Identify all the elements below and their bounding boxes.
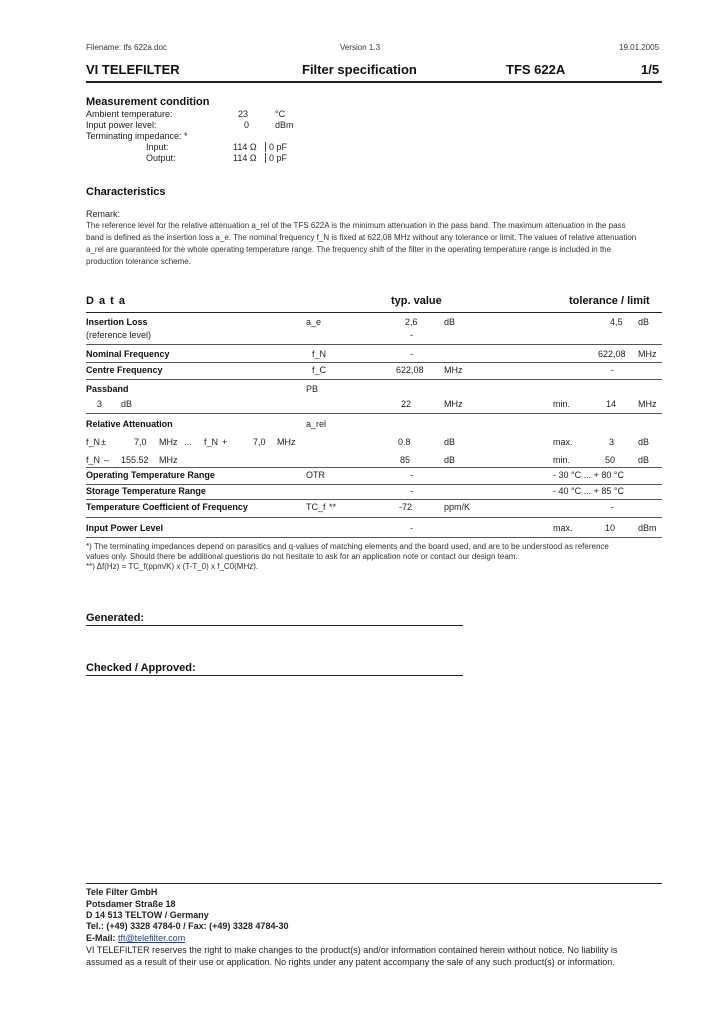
- row-sub-value: 3: [97, 399, 103, 409]
- row-symbol: a_e: [306, 317, 322, 327]
- tol-value: - 30 °C ... + 80 °C: [553, 470, 624, 480]
- separator: [265, 142, 266, 152]
- remark-paragraph: [86, 220, 666, 268]
- row-sub-unit: dB: [121, 399, 133, 409]
- typ-unit: MHz: [444, 399, 463, 409]
- typ-value: 85: [400, 455, 411, 465]
- date: 19.01.2005: [619, 43, 660, 52]
- row-sublabel: (reference level): [86, 330, 152, 340]
- tol-unit: MHz: [638, 399, 657, 409]
- tol-qualifier: max.: [553, 523, 573, 533]
- filename: Filename: tfs 622a.doc: [86, 43, 167, 52]
- brand-logo: VI TELEFILTER: [86, 62, 180, 77]
- row-divider: [86, 484, 662, 485]
- footnote-1: *) The terminating impedances depend on parasitics and q-values of matching elements and the board used, and are to be understood as reference: [86, 542, 609, 551]
- row-symbol: f_N: [312, 349, 327, 359]
- typ-value: 0.8: [398, 437, 411, 447]
- freq-unit: MHz: [159, 437, 178, 447]
- company-email-row: [86, 933, 185, 943]
- typ-value: -72: [399, 502, 413, 512]
- table-rule: [86, 312, 662, 313]
- approved-label: Checked / Approved:: [86, 662, 196, 674]
- tol-value: 4,5: [610, 317, 623, 327]
- row-divider: [86, 467, 662, 468]
- col-tol-header: tolerance / limit: [569, 295, 650, 307]
- power-unit: dBm: [275, 120, 294, 130]
- signature-line: [86, 625, 463, 626]
- row-label: Nominal Frequency: [86, 349, 170, 359]
- freq-value: 155.52: [121, 455, 149, 465]
- typ-value: 2,6: [405, 317, 418, 327]
- output-label: Output:: [146, 153, 176, 163]
- typ-unit: MHz: [444, 365, 463, 375]
- row-label: Passband: [86, 384, 129, 394]
- remark-line: a_rel are guaranteed for the whole operating temperature range. The frequency shift of the filter in the operating temperature range is included in the: [86, 245, 612, 254]
- freq-sign: –: [104, 455, 110, 465]
- remark-label: Remark:: [86, 209, 121, 219]
- row-symbol: OTR: [306, 470, 325, 480]
- page-number: 1/5: [641, 62, 660, 77]
- remark-line: band is defined as the insertion loss a_e. The nominal frequency f_N is fixed at 622,08 MHz without any tolerance or limit. The values of relative attenuation: [86, 233, 637, 242]
- email-label: E-Mail:: [86, 933, 116, 943]
- row-divider: [86, 413, 662, 414]
- email-link[interactable]: tft@telefilter.com: [118, 933, 186, 943]
- tol-value: 10: [605, 523, 616, 533]
- footnote-2: **) Δf(Hz) = TC_f(ppm/K) x (T-T_0) x f_C0(MHz).: [86, 562, 259, 571]
- measurement-title: Measurement condition: [86, 96, 210, 108]
- row-label: Temperature Coefficient of Frequency: [86, 502, 248, 512]
- input-value: 114 Ω: [233, 142, 257, 152]
- row-divider: [86, 362, 662, 363]
- version: Version 1.3: [340, 43, 381, 52]
- part-number: TFS 622A: [506, 62, 566, 77]
- impedance-label: Terminating impedance: *: [86, 131, 188, 141]
- typ-value: -: [410, 470, 413, 480]
- typ-value: -: [410, 523, 413, 533]
- footer-rule: [86, 883, 662, 884]
- row-label: Storage Temperature Range: [86, 486, 206, 496]
- tol-value: 50: [605, 455, 616, 465]
- power-label: Input power level:: [86, 120, 157, 130]
- row-label: Relative Attenuation: [86, 419, 173, 429]
- disclaimer-line: VI TELEFILTER reserves the right to make changes to the product(s) and/or information contained herein without notice. No liability is: [86, 945, 618, 955]
- tol-value: 14: [606, 399, 617, 409]
- input-label: Input:: [146, 142, 169, 152]
- row-divider: [86, 537, 662, 538]
- row-symbol: TC_f: [306, 502, 326, 512]
- ambient-value: 23: [238, 109, 249, 119]
- ambient-unit: °C: [275, 109, 286, 119]
- row-label: Operating Temperature Range: [86, 470, 215, 480]
- footnote-1-cont: values only. Should there be additional questions do not hesitate to ask for an application note or contact our design team.: [86, 552, 518, 561]
- power-value: 0: [244, 120, 250, 130]
- signature-line: [86, 675, 463, 676]
- typ-unit: ppm/K: [444, 502, 471, 512]
- row-symbol: f_C: [312, 365, 327, 375]
- row-symbol-note: **: [329, 502, 337, 512]
- tol-qualifier: min.: [553, 455, 571, 465]
- characteristics-title: Characteristics: [86, 186, 166, 198]
- typ-value: -: [410, 330, 413, 340]
- tol-value: 3: [609, 437, 615, 447]
- freq-symbol: f_N: [204, 437, 219, 447]
- tol-unit: dB: [638, 455, 650, 465]
- freq-sign: +: [222, 437, 228, 447]
- tol-value: - 40 °C ... + 85 °C: [553, 486, 624, 496]
- typ-value: -: [410, 486, 413, 496]
- company-name: Tele Filter GmbH: [86, 887, 158, 897]
- tol-unit: dB: [638, 317, 650, 327]
- tol-unit: dB: [638, 437, 650, 447]
- header-rule: [86, 81, 662, 83]
- company-city: D 14 513 TELTOW / Germany: [86, 910, 209, 920]
- freq-unit: MHz: [159, 455, 178, 465]
- remark-line: The reference level for the relative attenuation a_rel of the TFS 622A is the minimum attenuation in the pass band. The maximum attenuation in the pass: [86, 221, 626, 230]
- company-street: Potsdamer Straße 18: [86, 899, 176, 909]
- freq-value: 7,0: [253, 437, 266, 447]
- tol-value: -: [611, 502, 614, 512]
- generated-label: Generated:: [86, 612, 145, 624]
- typ-unit: dB: [444, 437, 456, 447]
- row-divider: [86, 379, 662, 380]
- row-symbol: a_rel: [306, 419, 327, 429]
- disclaimer-line: assumed as a result of their use or application. No rights under any patent accompany the sale of any such product(s) or information.: [86, 957, 615, 967]
- row-divider: [86, 517, 662, 518]
- row-divider: [86, 344, 662, 345]
- remark-line: production tolerance scheme.: [86, 257, 191, 266]
- freq-value: 7,0: [134, 437, 147, 447]
- typ-value: -: [410, 349, 413, 359]
- freq-unit: MHz: [277, 437, 296, 447]
- tol-unit: dBm: [638, 523, 657, 533]
- output-cap: 0 pF: [269, 153, 288, 163]
- row-divider: [86, 499, 662, 500]
- row-symbol: PB: [306, 384, 319, 394]
- freq-dots: ...: [184, 437, 192, 447]
- row-label: Insertion Loss: [86, 317, 148, 327]
- tol-value: 622,08: [598, 349, 626, 359]
- col-data-header: D a t a: [86, 295, 127, 307]
- separator: [265, 153, 266, 163]
- row-label: Input Power Level: [86, 523, 164, 533]
- typ-value: 622,08: [396, 365, 424, 375]
- tol-unit: MHz: [638, 349, 657, 359]
- typ-unit: dB: [444, 455, 456, 465]
- company-phone: Tel.: (+49) 3328 4784-0 / Fax: (+49) 3328 4784-30: [86, 921, 289, 931]
- row-label: Centre Frequency: [86, 365, 163, 375]
- typ-unit: dB: [444, 317, 456, 327]
- doc-title: Filter specification: [302, 62, 417, 77]
- ambient-label: Ambient temperature:: [86, 109, 173, 119]
- freq-symbol: f_N: [86, 455, 101, 465]
- freq-symbol: f_N: [86, 437, 101, 447]
- freq-sign: ±: [101, 437, 106, 447]
- output-value: 114 Ω: [233, 153, 257, 163]
- tol-qualifier: max.: [553, 437, 573, 447]
- typ-value: 22: [401, 399, 412, 409]
- col-typ-header: typ. value: [391, 295, 442, 307]
- tol-qualifier: min.: [553, 399, 571, 409]
- input-cap: 0 pF: [269, 142, 288, 152]
- tol-value: -: [611, 365, 614, 375]
